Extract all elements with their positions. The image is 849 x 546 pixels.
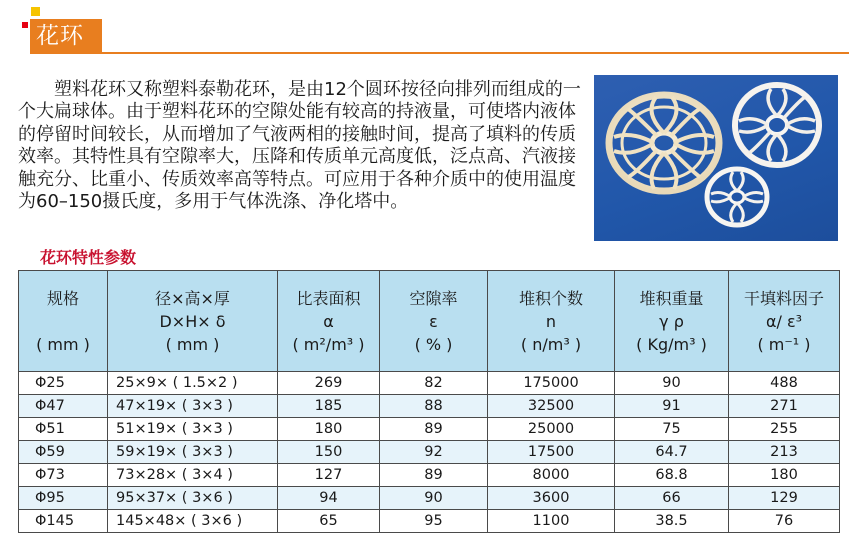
table-header-row xyxy=(19,271,840,372)
value-cell: 68.8 xyxy=(615,464,729,487)
intro-paragraph: 塑料花环又称塑料泰勒花环，是由12个圆环按径向排列而组成的一个大扁球体。由于塑料花环的空隙处能有较高的持液量，可使塔内液体的停留时间较长，从而增加了气液两相的接触时间，提高了填料的传质效率。其特性具有空隙率大，压降和传质单元高度低，泛点高、汽液接触充分、比重小、传质效率高等特点。可应用于各种介质中的使用温度为60–150摄氏度，多用于气体洗涤、净化塔中。 xyxy=(18,79,581,213)
header-line-l3: ( m²/m³ ) xyxy=(292,334,365,354)
value-cell: 175000 xyxy=(488,372,615,395)
value-cell: 3600 xyxy=(488,487,615,510)
dimension-cell: 145×48× ( 3×6 ) xyxy=(108,510,278,533)
table-header-cell xyxy=(729,271,840,372)
decor-square-red xyxy=(22,22,28,28)
value-cell: 38.5 xyxy=(615,510,729,533)
spec-cell: Φ95 xyxy=(19,487,108,510)
table-header-cell xyxy=(19,271,108,372)
value-cell: 65 xyxy=(278,510,380,533)
table-title: 花环特性参数 xyxy=(40,248,137,267)
header-line-l2: γ ρ xyxy=(659,311,684,331)
value-cell: 32500 xyxy=(488,395,615,418)
value-cell: 25000 xyxy=(488,418,615,441)
table-header-cell xyxy=(108,271,278,372)
product-photo xyxy=(594,75,838,241)
table-row xyxy=(19,395,840,418)
header-line-l2: α xyxy=(323,311,334,331)
header-line-l3: ( mm ) xyxy=(165,334,220,354)
value-cell: 88 xyxy=(380,395,488,418)
dimension-cell: 47×19× ( 3×3 ) xyxy=(108,395,278,418)
table-row xyxy=(19,372,840,395)
spec-cell: Φ145 xyxy=(19,510,108,533)
section-title: 花环 xyxy=(30,19,102,53)
value-cell: 94 xyxy=(278,487,380,510)
value-cell: 92 xyxy=(380,441,488,464)
table-row xyxy=(19,464,840,487)
header-line-l1: 径×高×厚 xyxy=(155,288,230,308)
value-cell: 127 xyxy=(278,464,380,487)
spec-cell: Φ25 xyxy=(19,372,108,395)
value-cell: 91 xyxy=(615,395,729,418)
spec-cell: Φ73 xyxy=(19,464,108,487)
value-cell: 17500 xyxy=(488,441,615,464)
value-cell: 82 xyxy=(380,372,488,395)
value-cell: 180 xyxy=(278,418,380,441)
header-line-l2: D×H× δ xyxy=(159,311,226,331)
table-row xyxy=(19,418,840,441)
value-cell: 180 xyxy=(729,464,840,487)
spec-cell: Φ47 xyxy=(19,395,108,418)
value-cell: 76 xyxy=(729,510,840,533)
header-line-l2: n xyxy=(545,311,557,331)
value-cell: 271 xyxy=(729,395,840,418)
header-line-l3: ( m⁻¹ ) xyxy=(757,334,811,354)
value-cell: 8000 xyxy=(488,464,615,487)
value-cell: 89 xyxy=(380,418,488,441)
header-line-l2: ε xyxy=(429,311,438,331)
header-line-l1: 比表面积 xyxy=(296,288,361,308)
value-cell: 255 xyxy=(729,418,840,441)
value-cell: 213 xyxy=(729,441,840,464)
spec-table xyxy=(18,270,840,533)
table-row xyxy=(19,510,840,533)
title-underline xyxy=(30,52,849,54)
header-line-l2 xyxy=(19,310,107,333)
header-line-l3: ( n/m³ ) xyxy=(520,334,582,354)
header-line-l1: 堆积重量 xyxy=(639,288,704,308)
value-cell: 488 xyxy=(729,372,840,395)
table-header-cell xyxy=(488,271,615,372)
table-header-cell xyxy=(380,271,488,372)
table-body xyxy=(19,372,840,533)
header-line-l1: 规格 xyxy=(46,288,79,308)
value-cell: 95 xyxy=(380,510,488,533)
ring-large xyxy=(609,95,719,191)
header-line-l3: ( mm ) xyxy=(36,334,90,354)
ring-medium xyxy=(735,85,819,165)
dimension-cell: 59×19× ( 3×3 ) xyxy=(108,441,278,464)
value-cell: 185 xyxy=(278,395,380,418)
table-row xyxy=(19,441,840,464)
value-cell: 75 xyxy=(615,418,729,441)
dimension-cell: 73×28× ( 3×4 ) xyxy=(108,464,278,487)
header-line-l3: ( % ) xyxy=(414,334,453,354)
value-cell: 269 xyxy=(278,372,380,395)
spec-cell: Φ59 xyxy=(19,441,108,464)
spec-cell: Φ51 xyxy=(19,418,108,441)
table-header-cell xyxy=(615,271,729,372)
ring-small xyxy=(707,169,767,225)
value-cell: 66 xyxy=(615,487,729,510)
value-cell: 64.7 xyxy=(615,441,729,464)
value-cell: 89 xyxy=(380,464,488,487)
value-cell: 150 xyxy=(278,441,380,464)
header-line-l1: 干填料因子 xyxy=(743,288,824,308)
header-line-l2: α/ ε³ xyxy=(765,311,803,331)
dimension-cell: 95×37× ( 3×6 ) xyxy=(108,487,278,510)
dimension-cell: 25×9× ( 1.5×2 ) xyxy=(108,372,278,395)
value-cell: 90 xyxy=(380,487,488,510)
tellerette-rings-image xyxy=(594,75,838,241)
header-line-l1: 空隙率 xyxy=(409,288,458,308)
value-cell: 129 xyxy=(729,487,840,510)
header-line-l3: ( Kg/m³ ) xyxy=(636,334,707,354)
value-cell: 1100 xyxy=(488,510,615,533)
header-line-l1: 堆积个数 xyxy=(518,288,583,308)
value-cell: 90 xyxy=(615,372,729,395)
dimension-cell: 51×19× ( 3×3 ) xyxy=(108,418,278,441)
decor-square-yellow xyxy=(31,7,40,16)
table-row xyxy=(19,487,840,510)
table-header-cell xyxy=(278,271,380,372)
